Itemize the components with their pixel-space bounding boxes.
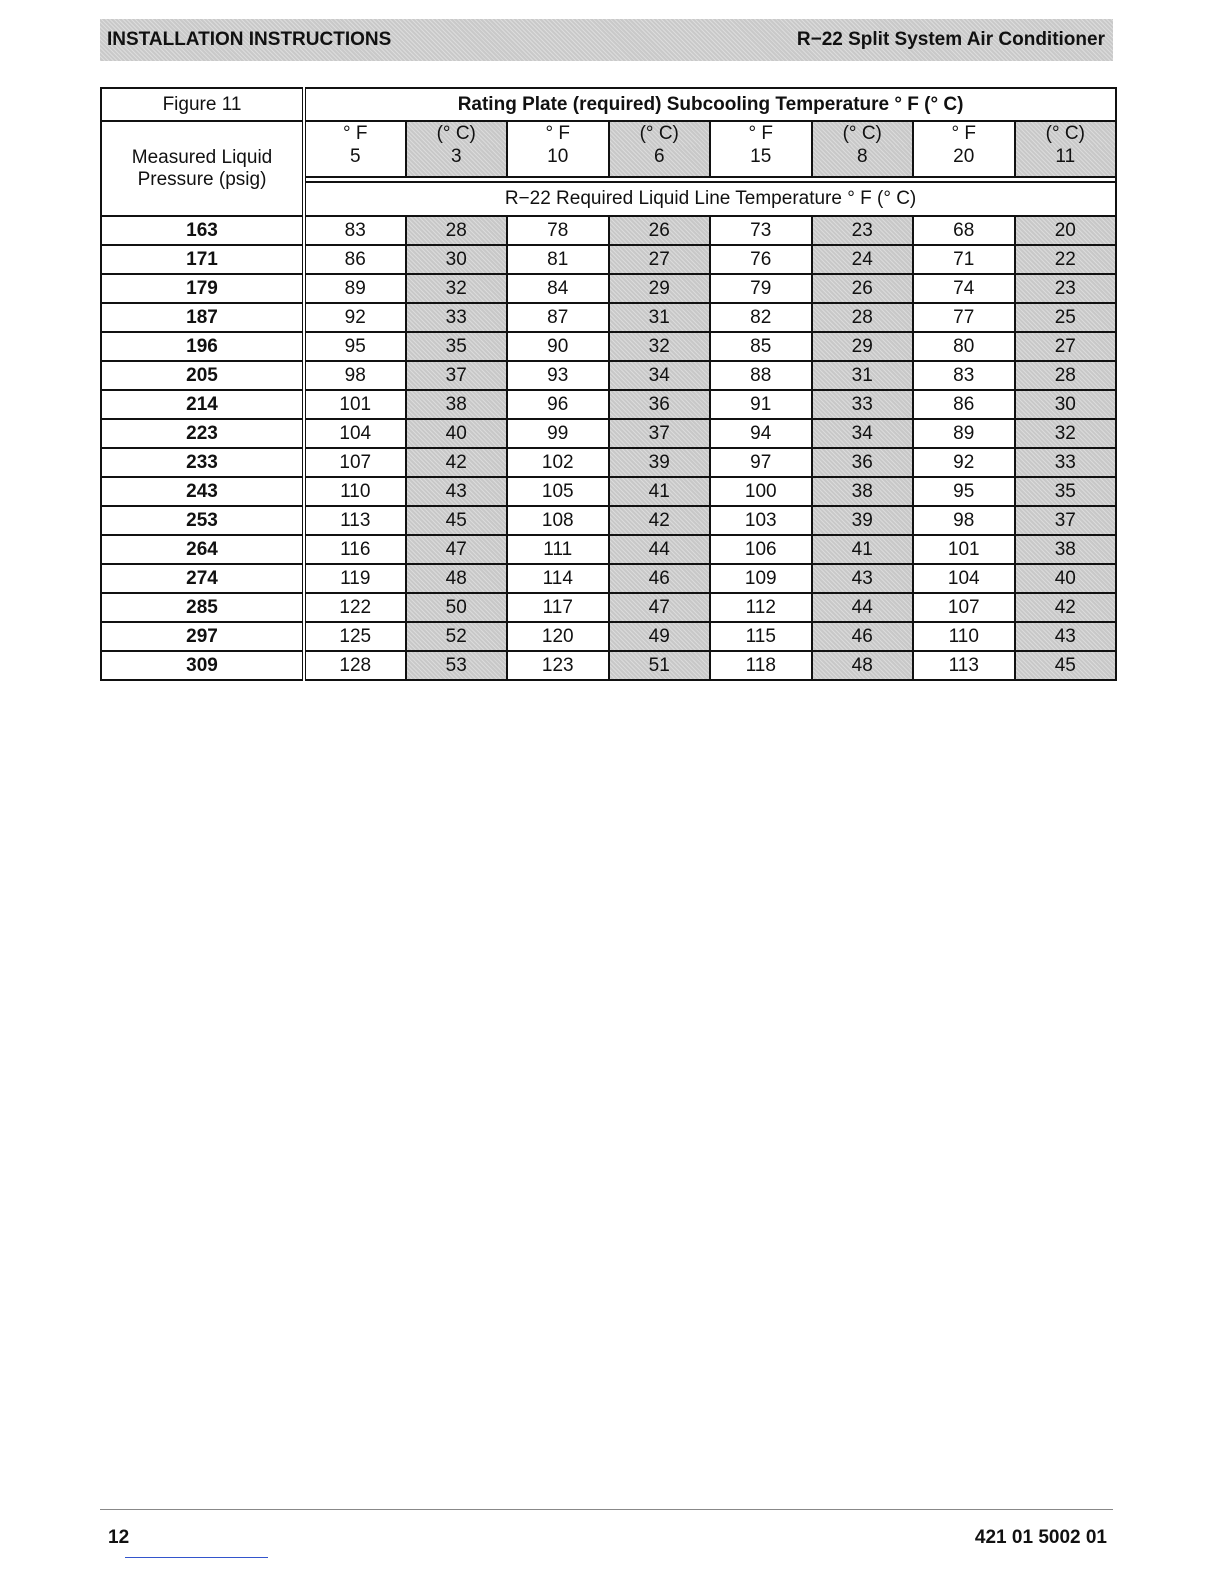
temp-c-cell: 22 (1015, 245, 1117, 274)
temp-c-cell: 39 (812, 506, 914, 535)
temp-f-cell: 120 (507, 622, 609, 651)
temp-f-cell: 112 (710, 593, 812, 622)
temp-f-cell: 103 (710, 506, 812, 535)
temp-f-cell: 76 (710, 245, 812, 274)
temp-f-cell: 109 (710, 564, 812, 593)
temp-c-cell: 52 (406, 622, 508, 651)
temp-c-cell: 42 (609, 506, 711, 535)
temp-c-cell: 49 (609, 622, 711, 651)
temp-c-cell: 37 (609, 419, 711, 448)
temp-c-cell: 32 (609, 332, 711, 361)
temp-c-cell: 38 (406, 390, 508, 419)
table-row (101, 274, 1116, 303)
temp-f-cell: 82 (710, 303, 812, 332)
temp-c-cell: 23 (812, 216, 914, 245)
temp-c-cell: 51 (609, 651, 711, 680)
temp-c-cell: 44 (812, 593, 914, 622)
temp-c-cell: 27 (1015, 332, 1117, 361)
temp-c-cell: 41 (812, 535, 914, 564)
temp-c-cell: 27 (609, 245, 711, 274)
subcooling-value-cell: 11 (1015, 146, 1117, 177)
temp-c-cell: 30 (1015, 390, 1117, 419)
temp-c-cell: 48 (406, 564, 508, 593)
temp-c-cell: 45 (406, 506, 508, 535)
temp-c-cell: 46 (609, 564, 711, 593)
temp-c-cell: 46 (812, 622, 914, 651)
pressure-cell: 264 (101, 535, 304, 564)
table-row (101, 332, 1116, 361)
pressure-cell: 253 (101, 506, 304, 535)
pressure-cell: 163 (101, 216, 304, 245)
subcooling-value-cell: 15 (710, 146, 812, 177)
subcooling-value-cell: 3 (406, 146, 508, 177)
temp-f-cell: 123 (507, 651, 609, 680)
temp-c-cell: 26 (812, 274, 914, 303)
temp-f-cell: 118 (710, 651, 812, 680)
temp-f-cell: 117 (507, 593, 609, 622)
table-row (101, 593, 1116, 622)
temp-f-cell: 93 (507, 361, 609, 390)
pressure-cell: 205 (101, 361, 304, 390)
temp-c-cell: 36 (609, 390, 711, 419)
temp-c-cell: 28 (812, 303, 914, 332)
temp-c-cell: 32 (1015, 419, 1117, 448)
temp-f-cell: 128 (304, 651, 406, 680)
table-row (101, 390, 1116, 419)
temp-f-cell: 125 (304, 622, 406, 651)
temp-c-cell: 45 (1015, 651, 1117, 680)
temp-c-cell: 33 (406, 303, 508, 332)
pressure-cell: 179 (101, 274, 304, 303)
temp-f-cell: 108 (507, 506, 609, 535)
temp-f-cell: 81 (507, 245, 609, 274)
temp-c-cell: 35 (1015, 477, 1117, 506)
temp-c-cell: 32 (406, 274, 508, 303)
table-row (101, 564, 1116, 593)
temp-f-cell: 89 (913, 419, 1015, 448)
table-title: Rating Plate (required) Subcooling Temperature ° F (° C) (304, 88, 1116, 121)
temp-c-cell: 24 (812, 245, 914, 274)
temp-f-cell: 116 (304, 535, 406, 564)
temp-f-cell: 101 (913, 535, 1015, 564)
unit-header-cell: ° F (913, 121, 1015, 146)
table-row (101, 361, 1116, 390)
temp-c-cell: 42 (406, 448, 508, 477)
subcooling-value-cell: 6 (609, 146, 711, 177)
pressure-cell: 285 (101, 593, 304, 622)
temp-f-cell: 71 (913, 245, 1015, 274)
temp-c-cell: 41 (609, 477, 711, 506)
temp-f-cell: 87 (507, 303, 609, 332)
temp-f-cell: 85 (710, 332, 812, 361)
temp-f-cell: 115 (710, 622, 812, 651)
temp-f-cell: 100 (710, 477, 812, 506)
temp-c-cell: 23 (1015, 274, 1117, 303)
temp-f-cell: 95 (304, 332, 406, 361)
temp-f-cell: 89 (304, 274, 406, 303)
temp-f-cell: 78 (507, 216, 609, 245)
pressure-cell: 214 (101, 390, 304, 419)
temp-f-cell: 104 (304, 419, 406, 448)
pressure-cell: 223 (101, 419, 304, 448)
temp-c-cell: 28 (1015, 361, 1117, 390)
table-row (101, 216, 1116, 245)
table-row (101, 419, 1116, 448)
row-header-measured-pressure: Measured Liquid Pressure (psig) (101, 121, 304, 216)
pressure-cell: 309 (101, 651, 304, 680)
temp-c-cell: 36 (812, 448, 914, 477)
table-row (101, 448, 1116, 477)
temp-f-cell: 95 (913, 477, 1015, 506)
temp-f-cell: 74 (913, 274, 1015, 303)
temp-f-cell: 90 (507, 332, 609, 361)
temp-f-cell: 98 (913, 506, 1015, 535)
temp-f-cell: 97 (710, 448, 812, 477)
temp-c-cell: 34 (812, 419, 914, 448)
temp-f-cell: 91 (710, 390, 812, 419)
pressure-cell: 196 (101, 332, 304, 361)
table-row (101, 622, 1116, 651)
pressure-cell: 171 (101, 245, 304, 274)
temp-c-cell: 53 (406, 651, 508, 680)
temp-f-cell: 86 (913, 390, 1015, 419)
subcooling-value-cell: 8 (812, 146, 914, 177)
table-row (101, 651, 1116, 680)
temp-c-cell: 33 (1015, 448, 1117, 477)
temp-c-cell: 30 (406, 245, 508, 274)
pressure-cell: 243 (101, 477, 304, 506)
temp-f-cell: 68 (913, 216, 1015, 245)
table-row (101, 535, 1116, 564)
temp-f-cell: 77 (913, 303, 1015, 332)
pressure-cell: 233 (101, 448, 304, 477)
temp-f-cell: 99 (507, 419, 609, 448)
temp-c-cell: 43 (812, 564, 914, 593)
temp-f-cell: 107 (304, 448, 406, 477)
header-left-title: INSTALLATION INSTRUCTIONS (107, 29, 392, 50)
temp-f-cell: 92 (304, 303, 406, 332)
unit-header-cell: (° C) (609, 121, 711, 146)
footer-link-underline[interactable] (125, 1557, 268, 1558)
table-subtitle: R−22 Required Liquid Line Temperature ° F (° C) (304, 182, 1116, 216)
page-number: 12 (108, 1527, 130, 1548)
unit-header-cell: ° F (507, 121, 609, 146)
temp-f-cell: 94 (710, 419, 812, 448)
table-row (101, 245, 1116, 274)
temp-c-cell: 34 (609, 361, 711, 390)
temp-f-cell: 119 (304, 564, 406, 593)
header-bar (100, 19, 1113, 61)
temp-c-cell: 43 (1015, 622, 1117, 651)
temp-f-cell: 111 (507, 535, 609, 564)
unit-header-cell: ° F (710, 121, 812, 146)
temp-f-cell: 113 (304, 506, 406, 535)
figure-label: Figure 11 (101, 88, 304, 121)
temp-f-cell: 88 (710, 361, 812, 390)
temp-f-cell: 96 (507, 390, 609, 419)
temp-f-cell: 92 (913, 448, 1015, 477)
temp-c-cell: 37 (1015, 506, 1117, 535)
temp-f-cell: 102 (507, 448, 609, 477)
subcooling-value-cell: 5 (304, 146, 406, 177)
temp-c-cell: 31 (609, 303, 711, 332)
temp-c-cell: 38 (1015, 535, 1117, 564)
subcooling-table (100, 87, 1117, 681)
temp-c-cell: 38 (812, 477, 914, 506)
temp-c-cell: 37 (406, 361, 508, 390)
unit-header-cell: (° C) (1015, 121, 1117, 146)
pressure-cell: 187 (101, 303, 304, 332)
temp-f-cell: 83 (913, 361, 1015, 390)
temp-c-cell: 40 (406, 419, 508, 448)
temp-c-cell: 47 (406, 535, 508, 564)
temp-c-cell: 29 (812, 332, 914, 361)
temp-f-cell: 106 (710, 535, 812, 564)
temp-c-cell: 50 (406, 593, 508, 622)
temp-f-cell: 101 (304, 390, 406, 419)
temp-f-cell: 113 (913, 651, 1015, 680)
temp-f-cell: 105 (507, 477, 609, 506)
temp-f-cell: 107 (913, 593, 1015, 622)
temp-f-cell: 86 (304, 245, 406, 274)
temp-c-cell: 33 (812, 390, 914, 419)
temp-f-cell: 79 (710, 274, 812, 303)
table-row (101, 506, 1116, 535)
table-row (101, 303, 1116, 332)
temp-c-cell: 48 (812, 651, 914, 680)
temp-f-cell: 73 (710, 216, 812, 245)
temp-f-cell: 83 (304, 216, 406, 245)
temp-c-cell: 44 (609, 535, 711, 564)
unit-header-cell: (° C) (406, 121, 508, 146)
footer-rule (100, 1509, 1113, 1510)
temp-c-cell: 29 (609, 274, 711, 303)
temp-c-cell: 43 (406, 477, 508, 506)
temp-c-cell: 35 (406, 332, 508, 361)
temp-c-cell: 47 (609, 593, 711, 622)
pressure-cell: 297 (101, 622, 304, 651)
subcooling-value-cell: 20 (913, 146, 1015, 177)
table-row (101, 477, 1116, 506)
temp-f-cell: 114 (507, 564, 609, 593)
temp-c-cell: 26 (609, 216, 711, 245)
subcooling-value-cell: 10 (507, 146, 609, 177)
unit-header-cell: ° F (304, 121, 406, 146)
temp-f-cell: 104 (913, 564, 1015, 593)
temp-c-cell: 31 (812, 361, 914, 390)
temp-c-cell: 20 (1015, 216, 1117, 245)
temp-c-cell: 42 (1015, 593, 1117, 622)
unit-header-cell: (° C) (812, 121, 914, 146)
header-right-title: R−22 Split System Air Conditioner (796, 29, 1105, 50)
temp-f-cell: 110 (913, 622, 1015, 651)
document-number: 421 01 5002 01 (974, 1527, 1107, 1548)
temp-c-cell: 40 (1015, 564, 1117, 593)
temp-c-cell: 39 (609, 448, 711, 477)
temp-f-cell: 80 (913, 332, 1015, 361)
temp-f-cell: 84 (507, 274, 609, 303)
temp-f-cell: 110 (304, 477, 406, 506)
temp-f-cell: 122 (304, 593, 406, 622)
temp-f-cell: 98 (304, 361, 406, 390)
temp-c-cell: 25 (1015, 303, 1117, 332)
pressure-cell: 274 (101, 564, 304, 593)
temp-c-cell: 28 (406, 216, 508, 245)
